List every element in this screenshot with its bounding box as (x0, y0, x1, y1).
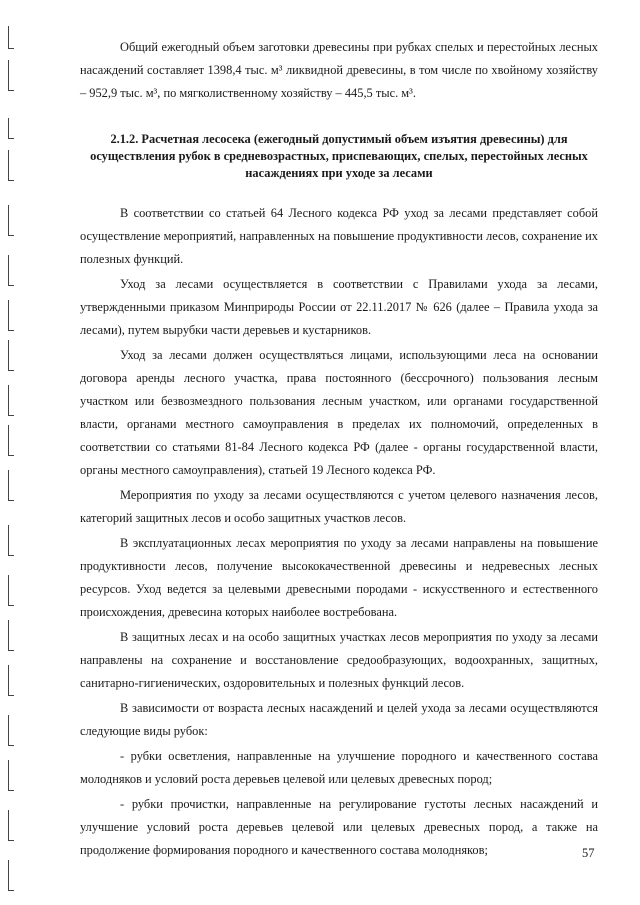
page-number: 57 (582, 846, 595, 860)
paragraph: В защитных лесах и на особо защитных участках лесов мероприятия по уходу за лесами направлены на сохранение и восстановление средообразующих, водоохранных, защитных, санитарно-гигиенических, оздоровительных и полезных функций лесов. (80, 630, 598, 690)
paragraph: В соответствии со статьей 64 Лесного кодекса РФ уход за лесами представляет собой осуществление мероприятий, направленных на повышение продуктивности лесов, сохранение их полезных функций. (80, 206, 598, 266)
margin-mark (8, 575, 14, 606)
paragraph: Мероприятия по уходу за лесами осуществляются с учетом целевого назначения лесов, категорий защитных лесов и особо защитных участков лесов. (80, 488, 598, 525)
margin-mark (8, 760, 14, 791)
margin-mark (8, 810, 14, 841)
margin-mark (8, 60, 14, 91)
margin-mark (8, 118, 14, 139)
binding-margin-marks (8, 0, 24, 905)
body-text (80, 36, 598, 862)
margin-mark (8, 715, 14, 746)
list-item: - рубки осветления, направленные на улучшение породного и качественного состава молодняков и условий роста деревьев целевой или целевых древесных пород; (80, 749, 598, 786)
margin-mark (8, 665, 14, 696)
margin-mark (8, 26, 14, 49)
paragraph: Уход за лесами осуществляется в соответствии с Правилами ухода за лесами, утвержденными приказом Минприроды России от 22.11.2017 № 626 (далее – Правила ухода за лесами), путем вырубки части деревьев и кустарников. (80, 277, 598, 337)
paragraph: В зависимости от возраста лесных насаждений и целей ухода за лесами осуществляются следующие виды рубок: (80, 701, 598, 738)
paragraph: В эксплуатационных лесах мероприятия по уходу за лесами направлены на повышение продуктивности лесов, получение высококачественной древесины и недревесных лесных ресурсов. Уход ведется за целевыми древесными породами - искусственного и естественного происхождения, древесина которых наиболее востребована. (80, 536, 598, 619)
paragraph: Уход за лесами должен осуществляться лицами, использующими леса на основании договора аренды лесного участка, права постоянного (бессрочного) пользования лесным участком или безвозмездного пользования лесным участком, или органами государственной власти, органами местного самоуправления в пределах их полномочий, определенных в соответствии со статьями 81-84 Лесного кодекса РФ (далее - органы государственной власти, органы местного самоуправления), статьей 19 Лесного кодекса РФ. (80, 348, 598, 477)
margin-mark (8, 470, 14, 501)
margin-mark (8, 620, 14, 651)
margin-mark (8, 205, 14, 236)
list-item: - рубки прочистки, направленные на регулирование густоты лесных насаждений и улучшение условий роста деревьев целевой или целевых древесных пород, а также на продолжение формирования породного и качественного состава молодняков; (80, 797, 598, 857)
margin-mark (8, 255, 14, 286)
margin-mark (8, 340, 14, 371)
margin-mark (8, 150, 14, 181)
margin-mark (8, 525, 14, 556)
margin-mark (8, 860, 14, 891)
paragraph-harvest-volume: Общий ежегодный объем заготовки древесины при рубках спелых и перестойных лесных насаждений составляет 1398,4 тыс. м³ ликвидной древесины, в том числе по хвойному хозяйству – 952,9 тыс. м³, по мягколиственному хозяйству – 445,5 тыс. м³. (80, 40, 598, 100)
margin-mark (8, 385, 14, 416)
margin-mark (8, 425, 14, 456)
section-heading: 2.1.2. Расчетная лесосека (ежегодный допустимый объем изъятия древесины) для осуществления рубок в средневозрастных, приспевающих, спелых, перестойных лесных насаждениях при уходе за лесами (90, 132, 588, 180)
margin-mark (8, 300, 14, 331)
